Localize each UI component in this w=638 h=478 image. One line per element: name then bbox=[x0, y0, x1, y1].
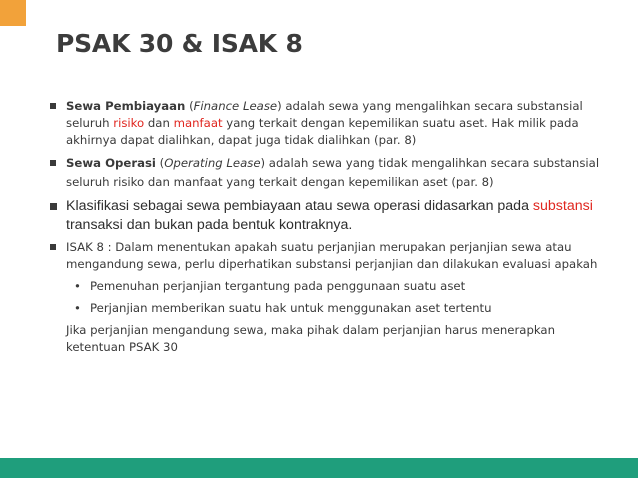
text: ) adalah sewa yang mengalihkan secara substansial seluruh bbox=[66, 99, 583, 130]
term-operating-lease-en: Operating Lease bbox=[164, 156, 261, 170]
slide-content bbox=[46, 98, 601, 356]
accent-square bbox=[0, 0, 26, 26]
text: yang terkait dengan kepemilikan suatu aset. Hak milik pada akhirnya dapat dialihkan, dapat juga tidak dialihkan (par. 8) bbox=[66, 116, 579, 147]
term-operating-lease: Sewa Operasi bbox=[66, 156, 156, 170]
text: transaksi dan bukan pada bentuk kontraknya. bbox=[66, 217, 353, 233]
text: ISAK 8 : Dalam menentukan apakah suatu perjanjian merupakan perjanjian sewa atau mengandung sewa, perlu diperhatikan substansi perjanjian dan dilakukan evaluasi apakah bbox=[66, 240, 598, 271]
bullet-operating-lease bbox=[46, 154, 601, 192]
square-bullet-icon bbox=[50, 103, 56, 109]
highlight-substansi: substansi bbox=[532, 198, 593, 214]
bullet-classification bbox=[46, 197, 601, 235]
text-paren: ( bbox=[185, 99, 194, 113]
text: Klasifikasi sebagai sewa pembiayaan atau sewa operasi didasarkan pada bbox=[66, 198, 533, 214]
round-bullet-icon: • bbox=[74, 279, 81, 293]
sub-bullet-asset-usage bbox=[46, 278, 601, 295]
square-bullet-icon bbox=[50, 244, 56, 250]
term-finance-lease-en: Finance Lease bbox=[193, 99, 278, 113]
text: ) adalah sewa yang tidak mengalihkan secara substansial seluruh risiko dan manfaat yang terkait dengan kepemilikan aset (par. 8) bbox=[66, 156, 600, 189]
bottom-bar bbox=[0, 458, 638, 478]
bullet-isak-8 bbox=[46, 239, 601, 273]
square-bullet-icon bbox=[50, 203, 57, 210]
closing-paragraph: Jika perjanjian mengandung sewa, maka pihak dalam perjanjian harus menerapkan ketentuan PSAK 30 bbox=[66, 323, 555, 354]
bullet-finance-lease bbox=[46, 98, 601, 149]
highlight-manfaat: manfaat bbox=[173, 116, 223, 130]
term-finance-lease: Sewa Pembiayaan bbox=[66, 99, 186, 113]
text: dan bbox=[144, 116, 174, 130]
text: Pemenuhan perjanjian tergantung pada penggunaan suatu aset bbox=[90, 279, 466, 293]
round-bullet-icon: • bbox=[74, 301, 81, 315]
sub-bullet-right-of-use bbox=[46, 300, 601, 317]
text: Perjanjian memberikan suatu hak untuk menggunakan aset tertentu bbox=[90, 301, 492, 315]
slide-title: PSAK 30 & ISAK 8 bbox=[56, 29, 303, 58]
text-paren: ( bbox=[155, 156, 165, 170]
highlight-risiko: risiko bbox=[113, 116, 145, 130]
square-bullet-icon bbox=[50, 160, 56, 166]
